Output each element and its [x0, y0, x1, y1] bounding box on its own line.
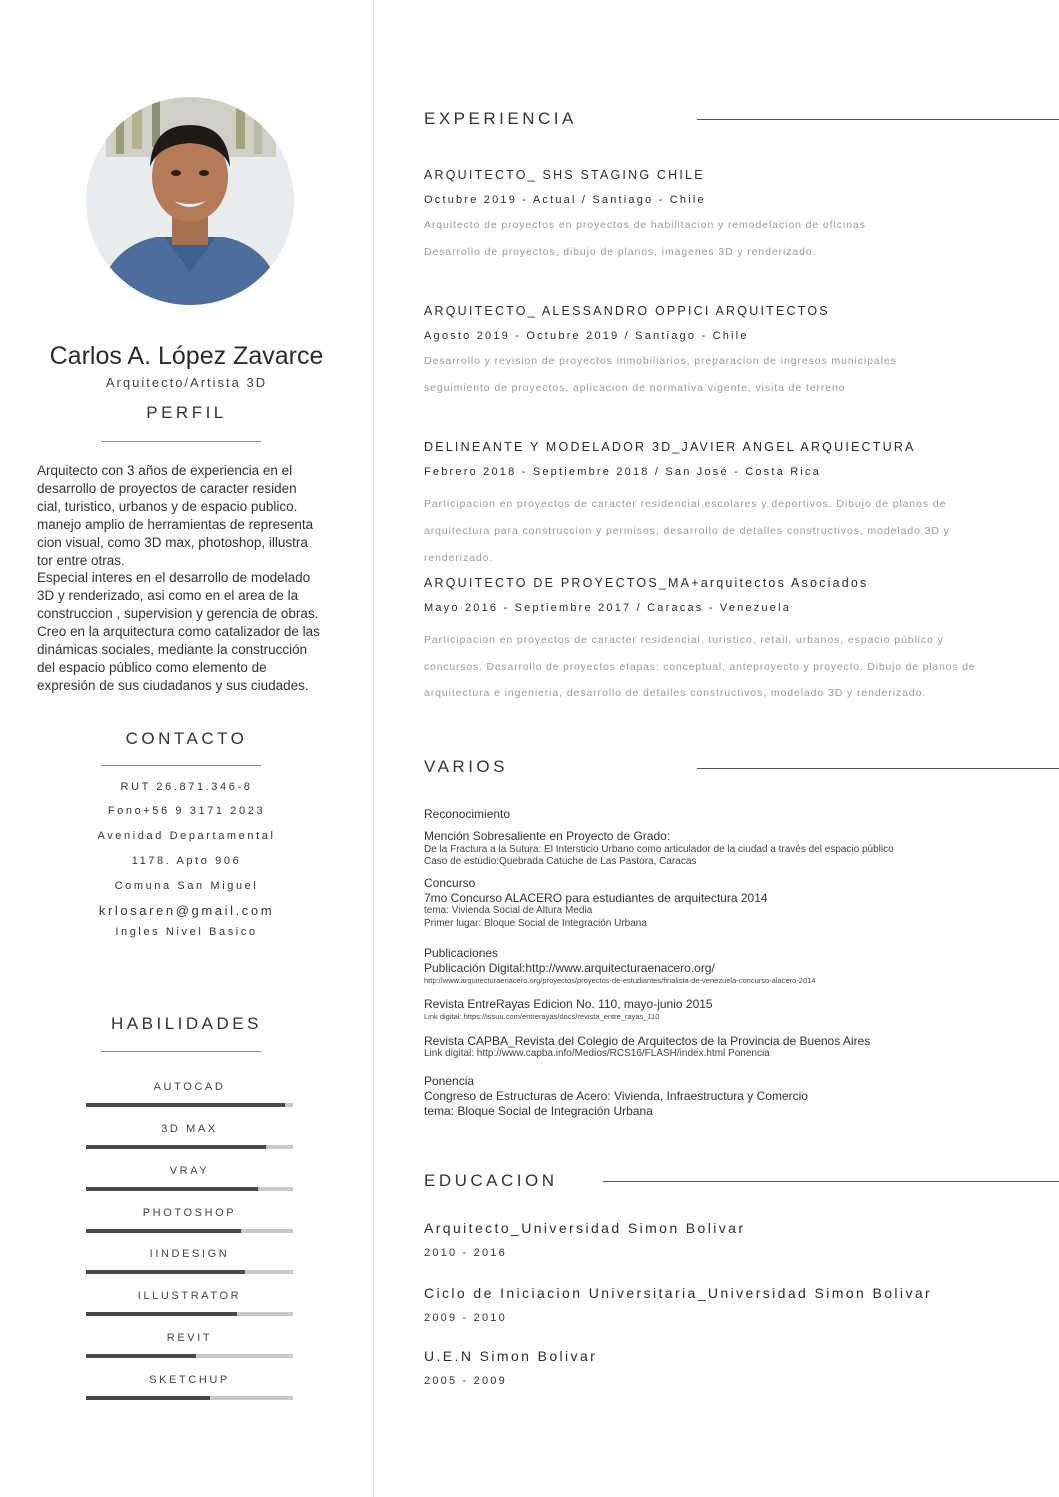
job-title: DELINEANTE Y MODELADOR 3D_JAVIER ANGEL ARQUIECTURA: [424, 440, 916, 454]
skill-bar-sketchup: [86, 1396, 293, 1400]
profile-line: construccion , supervision y gerencia de obras.: [37, 606, 319, 622]
skill-label-3dmax: 3D MAX: [161, 1123, 218, 1135]
skills-heading: HABILIDADES: [111, 1014, 262, 1033]
contact-email[interactable]: krlosaren@gmail.com: [98, 903, 275, 918]
publicacion-entrerayas: Revista EntreRayas Edicion No. 110, mayo-junio 2015: [424, 997, 713, 1011]
publicacion-capba: Revista CAPBA_Revista del Colegio de Arquitectos de la Provincia de Buenos Aires: [424, 1034, 871, 1048]
experience-divider: [697, 119, 1059, 120]
profile-line: cial, turistico, urbanos y de espacio publico.: [37, 498, 298, 514]
experience-heading: EXPERIENCIA: [424, 109, 577, 128]
profile-line: dinámicas sociales, mediante la construcción: [37, 642, 308, 658]
publicacion-digital[interactable]: Publicación Digital:http://www.arquitecturaenacero.org/: [424, 961, 715, 975]
candidate-name: Carlos A. López Zavarce: [49, 342, 324, 370]
job-date: Febrero 2018 - Septiembre 2018 / San José - Costa Rica: [424, 466, 822, 478]
skill-bar-autocad: [86, 1103, 293, 1107]
job-date: Mayo 2016 - Septiembre 2017 / Caracas - Venezuela: [424, 602, 792, 614]
profile-line: tor entre otras.: [37, 552, 125, 568]
ponencia-title: Congreso de Estructuras de Acero: Vivienda, Infraestructura y Comercio: [424, 1089, 808, 1103]
job-date: Agosto 2019 - Octubre 2019 / Santiago - Chile: [424, 330, 749, 342]
profile-line: cion visual, como 3D max, photoshop, illustra: [37, 534, 308, 550]
concurso-detail: tema: Vivienda Social de Altura Media: [424, 905, 593, 916]
profile-line: 3D y renderizado, asi como en el area de la: [37, 588, 299, 604]
profile-line: desarrollo de proyectos de caracter residen: [37, 480, 297, 496]
skill-bar-3dmax: [86, 1145, 293, 1149]
skill-bar-illustrator: [86, 1312, 293, 1316]
education-heading: EDUCACION: [424, 1171, 558, 1190]
varios-divider: [697, 768, 1059, 769]
reconocimiento-label: Reconocimiento: [424, 807, 511, 821]
job-desc-line: arquitectura para construccion y permisos, desarrollo de detalles constructivos, modelado 3D y: [424, 525, 950, 537]
job-desc-line: Desarrollo y revision de proyectos inmobiliarios, preparacion de ingresos municipales: [424, 355, 897, 367]
skill-label-vray: VRAY: [169, 1165, 210, 1177]
mencion-detail: De la Fractura a la Sutura: El Intersticio Urbano como articulador de la ciudad a través del espacio público: [424, 844, 894, 855]
candidate-role: Arquitecto/Artista 3D: [105, 375, 268, 390]
skill-fill: [86, 1396, 210, 1400]
skills-divider: [101, 1051, 261, 1052]
job-desc-line: Desarrollo de proyectos, dibujo de planos, imagenes 3D y renderizado.: [424, 246, 817, 258]
skill-label-photoshop: PHOTOSHOP: [142, 1207, 237, 1219]
mencion-title: Mención Sobresaliente en Proyecto de Grado:: [424, 829, 671, 843]
publicacion-link[interactable]: Link digital: https://issuu.com/entrerayas/docs/revista_entre_rayas_110: [424, 1012, 660, 1021]
education-years: 2010 - 2016: [424, 1247, 507, 1259]
education-years: 2005 - 2009: [424, 1375, 507, 1387]
job-desc-line: concursos. Desarrollo de proyectos etapas: conceptual, anteproyecto y proyecto. Dibujo de planos de: [424, 661, 976, 673]
education-years: 2009 - 2010: [424, 1312, 507, 1324]
varios-heading: VARIOS: [424, 757, 508, 776]
profile-line: Especial interes en el desarrollo de modelado: [37, 570, 311, 586]
concurso-title: 7mo Concurso ALACERO para estudiantes de arquitectura 2014: [424, 891, 768, 905]
job-desc-line: renderizado.: [424, 552, 494, 564]
education-divider: [603, 1181, 1059, 1182]
contact-language: Ingles Nivel Basico: [115, 926, 258, 938]
concurso-label: Concurso: [424, 876, 476, 890]
education-title: U.E.N Simon Bolivar: [424, 1348, 598, 1364]
job-desc-line: Participacion en proyectos de caracter residencial,escolares y deportivos. Dibujo de planos de: [424, 498, 947, 510]
skill-bar-revit: [86, 1354, 293, 1358]
contact-address-number: 1178. Apto 906: [131, 855, 242, 867]
job-date: Octubre 2019 - Actual / Santiago - Chile: [424, 194, 706, 206]
contact-commune: Comuna San Miguel: [114, 880, 259, 892]
sidebar: [0, 0, 374, 1497]
skill-fill: [86, 1103, 285, 1107]
profile-photo: [86, 97, 294, 305]
job-title: ARQUITECTO_ ALESSANDRO OPPICI ARQUITECTOS: [424, 304, 830, 318]
profile-heading: PERFIL: [146, 403, 227, 422]
profile-line: Arquitecto con 3 años de experiencia en el: [37, 463, 293, 478]
ponencia-label: Ponencia: [424, 1074, 475, 1088]
avatar-illustration: [86, 97, 294, 305]
skill-label-indesign: IINDESIGN: [149, 1248, 230, 1260]
contact-address-street: Avenidad Departamental: [97, 830, 276, 842]
ponencia-detail: tema: Bloque Social de Integración Urbana: [424, 1104, 653, 1118]
skill-label-sketchup: SKETCHUP: [149, 1374, 230, 1386]
skill-bar-photoshop: [86, 1229, 293, 1233]
skill-label-revit: REVIT: [166, 1332, 213, 1344]
contact-heading: CONTACTO: [125, 729, 248, 748]
skill-label-illustrator: ILLUSTRATOR: [137, 1290, 242, 1302]
job-title: ARQUITECTO DE PROYECTOS_MA+arquitectos Asociados: [424, 576, 869, 590]
contact-divider: [101, 765, 261, 766]
job-desc-line: arquitectura e ingenieria, desarrollo de detalles constructivos, modelado 3D y renderizado.: [424, 687, 927, 699]
contact-phone: Fono+56 9 3171 2023: [107, 805, 266, 817]
publicaciones-label: Publicaciones: [424, 946, 499, 960]
job-title: ARQUITECTO_ SHS STAGING CHILE: [424, 168, 705, 182]
publicacion-link[interactable]: http://www.arquitecturaenacero.org/proyectos/proyectos-de-estudiantes/finalista-de-venezuela-concurso-alacero-2014: [424, 976, 816, 985]
skill-label-autocad: AUTOCAD: [153, 1081, 226, 1093]
profile-line: expresión de sus ciudadanos y sus ciudades.: [37, 677, 309, 693]
profile-line: manejo amplio de herramientas de representa: [37, 516, 314, 532]
skill-fill: [86, 1187, 258, 1191]
profile-divider: [101, 441, 261, 442]
publicacion-link[interactable]: Link digital: http://www.capba.info/Medios/RCS16/FLASH/index.html Ponencia: [424, 1048, 770, 1059]
job-desc-line: Participacion en proyectos de caracter residencial, turistico, retail, urbanos, espacio público y: [424, 634, 944, 646]
profile-line: Creo en la arquitectura como catalizador de las: [37, 624, 320, 640]
mencion-detail: Caso de estudio:Quebrada Catuche de Las Pastora, Caracas: [424, 856, 697, 867]
skill-fill: [86, 1354, 196, 1358]
job-desc-line: seguimiento de proyectos, aplicacion de normativa vigente, visita de terreno: [424, 382, 846, 394]
education-title: Ciclo de Iniciacion Universitaria_Universidad Simon Bolivar: [424, 1285, 933, 1301]
education-title: Arquitecto_Universidad Simon Bolivar: [424, 1220, 746, 1236]
skill-bar-vray: [86, 1187, 293, 1191]
skill-fill: [86, 1270, 245, 1274]
profile-line: del espacio público como elemento de: [37, 659, 267, 675]
skill-fill: [86, 1145, 266, 1149]
profile-text: [37, 462, 361, 695]
skill-fill: [86, 1229, 241, 1233]
skill-fill: [86, 1312, 237, 1316]
skill-bar-indesign: [86, 1270, 293, 1274]
job-desc-line: Arquitecto de proyectos en proyectos de habilitacion y remodelacion de oficinas: [424, 219, 866, 231]
contact-rut: RUT 26.871.346-8: [120, 781, 253, 793]
concurso-detail: Primer lugar: Bloque Social de Integración Urbana: [424, 918, 647, 929]
